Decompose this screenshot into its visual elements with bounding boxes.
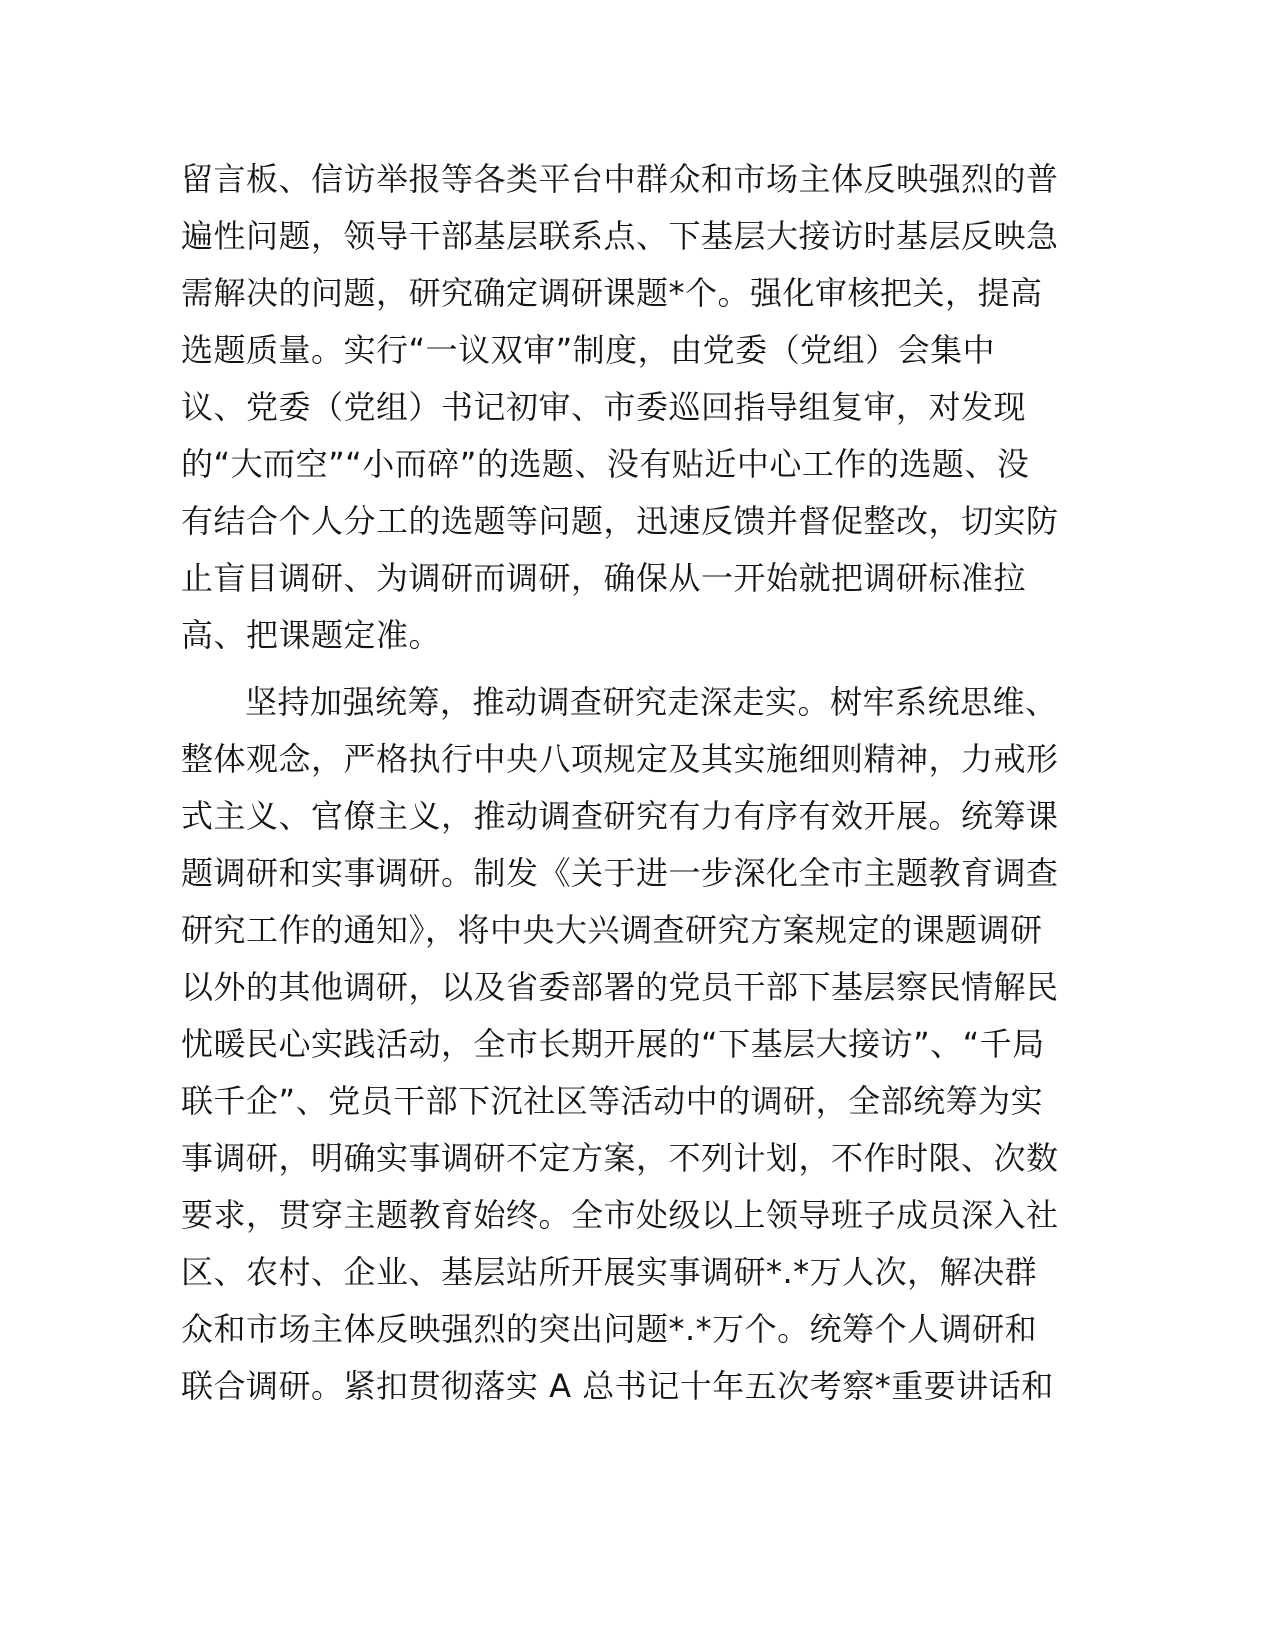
- text-line: 有结合个人分工的选题等问题，迅速反馈并督促整改，切实防: [181, 502, 1059, 540]
- text-line: 议、党委（党组）书记初审、市委巡回指导组复审，对发现: [181, 388, 1027, 426]
- text-line: 要求，贯穿主题教育始终。全市处级以上领导班子成员深入社: [181, 1196, 1059, 1234]
- text-line: 联千企”、党员干部下沉社区等活动中的调研，全部统筹为实: [181, 1082, 1044, 1120]
- paragraph-2: [181, 674, 1061, 1415]
- text-line: 式主义、官僚主义，推动调查研究有力有序有效开展。统筹课: [181, 797, 1059, 835]
- text-line: 遍性问题，领导干部基层联系点、下基层大接访时基层反映急: [181, 217, 1059, 255]
- text-line: 的“大而空”“小而碎”的选题、没有贴近中心工作的选题、没: [181, 445, 1030, 483]
- text-line: 整体观念，严格执行中央八项规定及其实施细则精神，力戒形: [181, 740, 1059, 778]
- text-line: 忧暖民心实践活动，全市长期开展的“下基层大接访”、“千局: [181, 1025, 1045, 1063]
- text-line: 高、把课题定准。: [181, 616, 442, 654]
- text-line: 止盲目调研、为调研而调研，确保从一开始就把调研标准拉: [181, 559, 1027, 597]
- body-text: [181, 151, 1061, 1415]
- text-line: 事调研，明确实事调研不定方案，不列计划，不作时限、次数: [181, 1139, 1059, 1177]
- text-line: 留言板、信访举报等各类平台中群众和市场主体反映强烈的普: [181, 160, 1059, 198]
- text-line: 题调研和实事调研。制发《关于进一步深化全市主题教育调查: [181, 854, 1059, 892]
- text-line: 以外的其他调研，以及省委部署的党员干部下基层察民情解民: [181, 968, 1059, 1006]
- text-line: 区、农村、企业、基层站所开展实事调研*.*万人次，解决群: [181, 1253, 1038, 1291]
- text-line: 研究工作的通知》，将中央大兴调查研究方案规定的课题调研: [181, 911, 1043, 949]
- text-line: 众和市场主体反映强烈的突出问题*.*万个。统筹个人调研和: [181, 1310, 1038, 1348]
- text-line-indented: 坚持加强统筹，推动调查研究走深走实。树牢系统思维、: [245, 683, 1058, 721]
- text-line: 联合调研。紧扣贯彻落实 A 总书记十年五次考察*重要讲话和: [181, 1367, 1054, 1405]
- text-line: 选题质量。实行“一议双审”制度，由党委（党组）会集中: [181, 331, 996, 369]
- text-line: 需解决的问题，研究确定调研课题*个。强化审核把关，提高: [181, 274, 1043, 312]
- paragraph-spacer: [181, 664, 1061, 674]
- paragraph-1: [181, 151, 1061, 664]
